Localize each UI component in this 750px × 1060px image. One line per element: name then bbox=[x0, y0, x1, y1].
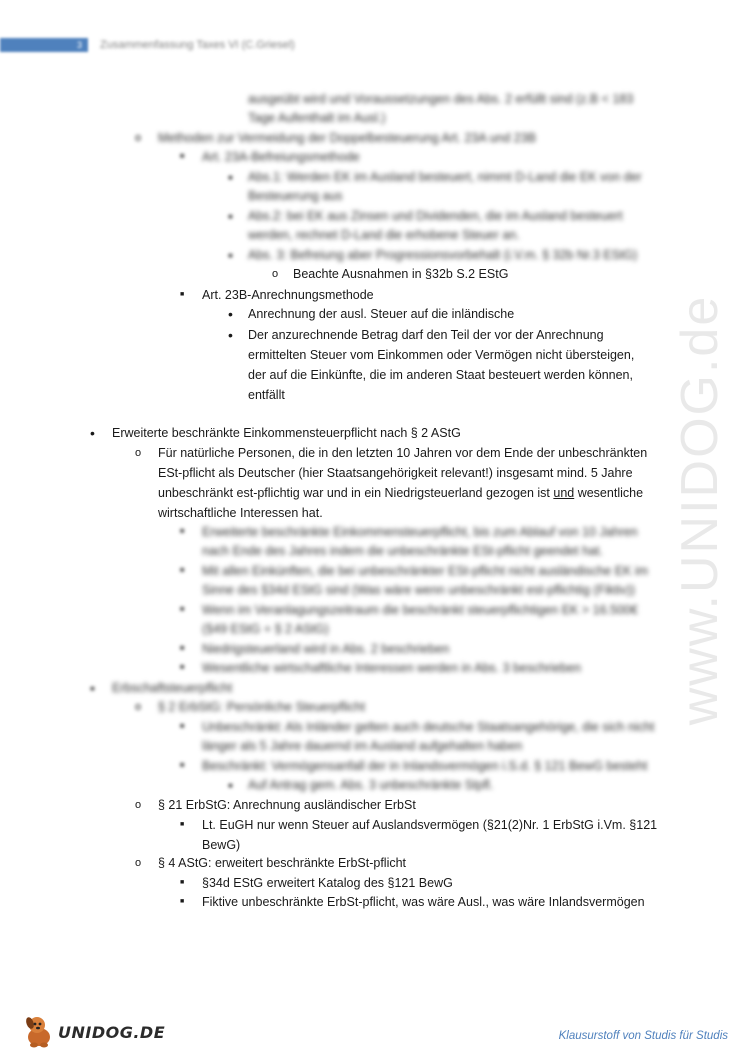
text-segment: wesentliche bbox=[574, 486, 644, 500]
text-line: Beschränkt: Vermögensanfall der in Inlandsvermögen i.S.d. § 121 BewG besteht bbox=[202, 759, 648, 773]
text-line: § 21 ErbStG: Anrechnung ausländischer ErbSt bbox=[158, 798, 416, 812]
dot-bullet bbox=[228, 167, 233, 189]
square-bullet bbox=[180, 561, 184, 581]
text-line: Auf Antrag gem. Abs. 3 unbeschränkte Stpfl. bbox=[248, 778, 494, 792]
logo-text: UNIDOG.DE bbox=[58, 1023, 166, 1042]
watermark-text: www.UNIDOG.de bbox=[671, 294, 729, 726]
dot-bullet bbox=[228, 325, 233, 347]
square-bullet bbox=[180, 873, 184, 893]
square-bullet bbox=[180, 639, 184, 659]
dot-bullet bbox=[90, 678, 95, 700]
text-segment: unbeschränkt est-pflichtig war und in ein Niedrigsteuerland gezogen ist bbox=[158, 486, 554, 500]
square-bullet bbox=[180, 892, 184, 912]
text-line: ermittelten Steuer vom Einkommen oder Vermögen nicht übersteigen, bbox=[248, 348, 635, 362]
circle-bullet bbox=[135, 853, 141, 873]
underlined-word: und bbox=[553, 486, 575, 500]
text-line: Der anzurechnende Betrag darf den Teil der vor der Anrechnung bbox=[248, 328, 604, 342]
square-bullet bbox=[180, 815, 184, 835]
text-line: Erbschaftsteuerpflicht bbox=[112, 681, 233, 695]
text-line bbox=[158, 483, 643, 503]
text-line: Besteuerung aus bbox=[248, 189, 343, 203]
footer-slogan: Klausurstoff von Studis für Studis bbox=[558, 1030, 728, 1042]
text-line: Tage Aufenthalt im Ausl.) bbox=[248, 111, 386, 125]
text-line: Unbeschränkt: Als Inländer gelten auch deutsche Staatsangehörige, die sich nicht bbox=[202, 720, 655, 734]
text-line: Sinne des §34d EStG sind (Was wäre wenn unbeschränkt est-pflichtig (Fiktiv)) bbox=[202, 583, 636, 597]
circle-bullet bbox=[272, 264, 278, 284]
text-line: BewG) bbox=[202, 838, 241, 852]
text-line: länger als 5 Jahre dauernd im Ausland aufgehalten haben bbox=[202, 739, 523, 753]
dot-bullet bbox=[90, 423, 95, 445]
text-line: Abs.1: Werden EK im Ausland besteuert, nimmt D-Land die EK von der bbox=[248, 170, 642, 184]
dot-bullet bbox=[228, 775, 233, 797]
dot-bullet bbox=[228, 245, 233, 267]
text-line: (§49 EStG + § 2 AStG) bbox=[202, 622, 329, 636]
square-bullet bbox=[180, 147, 184, 167]
text-line: entfällt bbox=[248, 388, 285, 402]
text-line: nach Ende des Jahres indem die unbeschränkte ESt-pflicht geendet hat. bbox=[202, 544, 603, 558]
text-line: Fiktive unbeschränkte ErbSt-pflicht, was wäre Ausl., was wäre Inlandsvermögen bbox=[202, 895, 645, 909]
text-line: Niedrigsteuerland wird in Abs. 2 beschrieben bbox=[202, 642, 450, 656]
text-line: Beachte Ausnahmen in §32b S.2 EStG bbox=[293, 267, 509, 281]
unidog-logo bbox=[22, 1013, 166, 1049]
text-line: Wenn im Veranlagungszeitraum die beschränkt steuerpflichtigen EK > 16.500€ bbox=[202, 603, 638, 617]
text-line: Methoden zur Vermeidung der Doppelbesteuerung Art. 23A und 23B bbox=[158, 131, 537, 145]
circle-bullet bbox=[135, 443, 141, 463]
text-line: §34d EStG erweitert Katalog des §121 BewG bbox=[202, 876, 453, 890]
text-line: werden, rechnet D-Land die erhobene Steuer an. bbox=[248, 228, 520, 242]
page-number: 3 bbox=[0, 38, 88, 52]
text-line: Für natürliche Personen, die in den letzten 10 Jahren vor dem Ende der unbeschränkten bbox=[158, 446, 648, 460]
text-line: ausgeübt wird und Voraussetzungen des Abs. 2 erfüllt sind (z.B < 183 bbox=[248, 92, 634, 106]
text-line: ESt-pflicht als Deutscher (hier Staatsangehörigkeit relevant!) insgesamt mind. 5 Jahre bbox=[158, 466, 633, 480]
text-line: Lt. EuGH nur wenn Steuer auf Auslandsvermögen (§21(2)Nr. 1 ErbStG i.Vm. §121 bbox=[202, 818, 658, 832]
text-line: Erweiterte beschränkte Einkommensteuerpflicht, bis zum Ablauf von 10 Jahren bbox=[202, 525, 638, 539]
document-title: Zusammenfassung Taxes VI (C.Griesel) bbox=[100, 39, 295, 51]
dog-icon bbox=[22, 1013, 56, 1049]
text-line: der auf die Einkünfte, die im anderen Staat besteuert werden können, bbox=[248, 368, 633, 382]
square-bullet bbox=[180, 756, 184, 776]
square-bullet bbox=[180, 658, 184, 678]
text-line: § 2 ErbStG: Persönliche Steuerpflicht bbox=[158, 700, 366, 714]
text-line: Mit allen Einkünften, die bei unbeschränkter ESt-pflicht nicht ausländische EK im bbox=[202, 564, 649, 578]
text-line: Abs. 3: Befreiung aber Progressionsvorbehalt (i.V.m. § 32b Nr.3 EStG) bbox=[248, 248, 638, 262]
square-bullet bbox=[180, 717, 184, 737]
text-line: Wesentliche wirtschaftliche Interessen werden in Abs. 3 beschrieben bbox=[202, 661, 582, 675]
circle-bullet bbox=[135, 795, 141, 815]
square-bullet bbox=[180, 285, 184, 305]
text-line: Erweiterte beschränkte Einkommensteuerpflicht nach § 2 AStG bbox=[112, 426, 461, 440]
text-line: Abs.2: bei EK aus Zinsen und Dividenden, die im Ausland besteuert bbox=[248, 209, 623, 223]
square-bullet bbox=[180, 600, 184, 620]
text-line: wirtschaftliche Interessen hat. bbox=[158, 506, 323, 520]
page-header bbox=[0, 38, 750, 52]
dot-bullet bbox=[228, 206, 233, 228]
text-line: Art. 23A-Befreiungsmethode bbox=[202, 150, 360, 164]
watermark bbox=[670, 280, 730, 740]
circle-bullet bbox=[135, 128, 141, 148]
square-bullet bbox=[180, 522, 184, 542]
text-line: § 4 AStG: erweitert beschränkte ErbSt-pflicht bbox=[158, 856, 407, 870]
circle-bullet bbox=[135, 697, 141, 717]
dot-bullet bbox=[228, 304, 233, 326]
text-line: Art. 23B-Anrechnungsmethode bbox=[202, 288, 374, 302]
text-line: Anrechnung der ausl. Steuer auf die inländische bbox=[248, 307, 515, 321]
